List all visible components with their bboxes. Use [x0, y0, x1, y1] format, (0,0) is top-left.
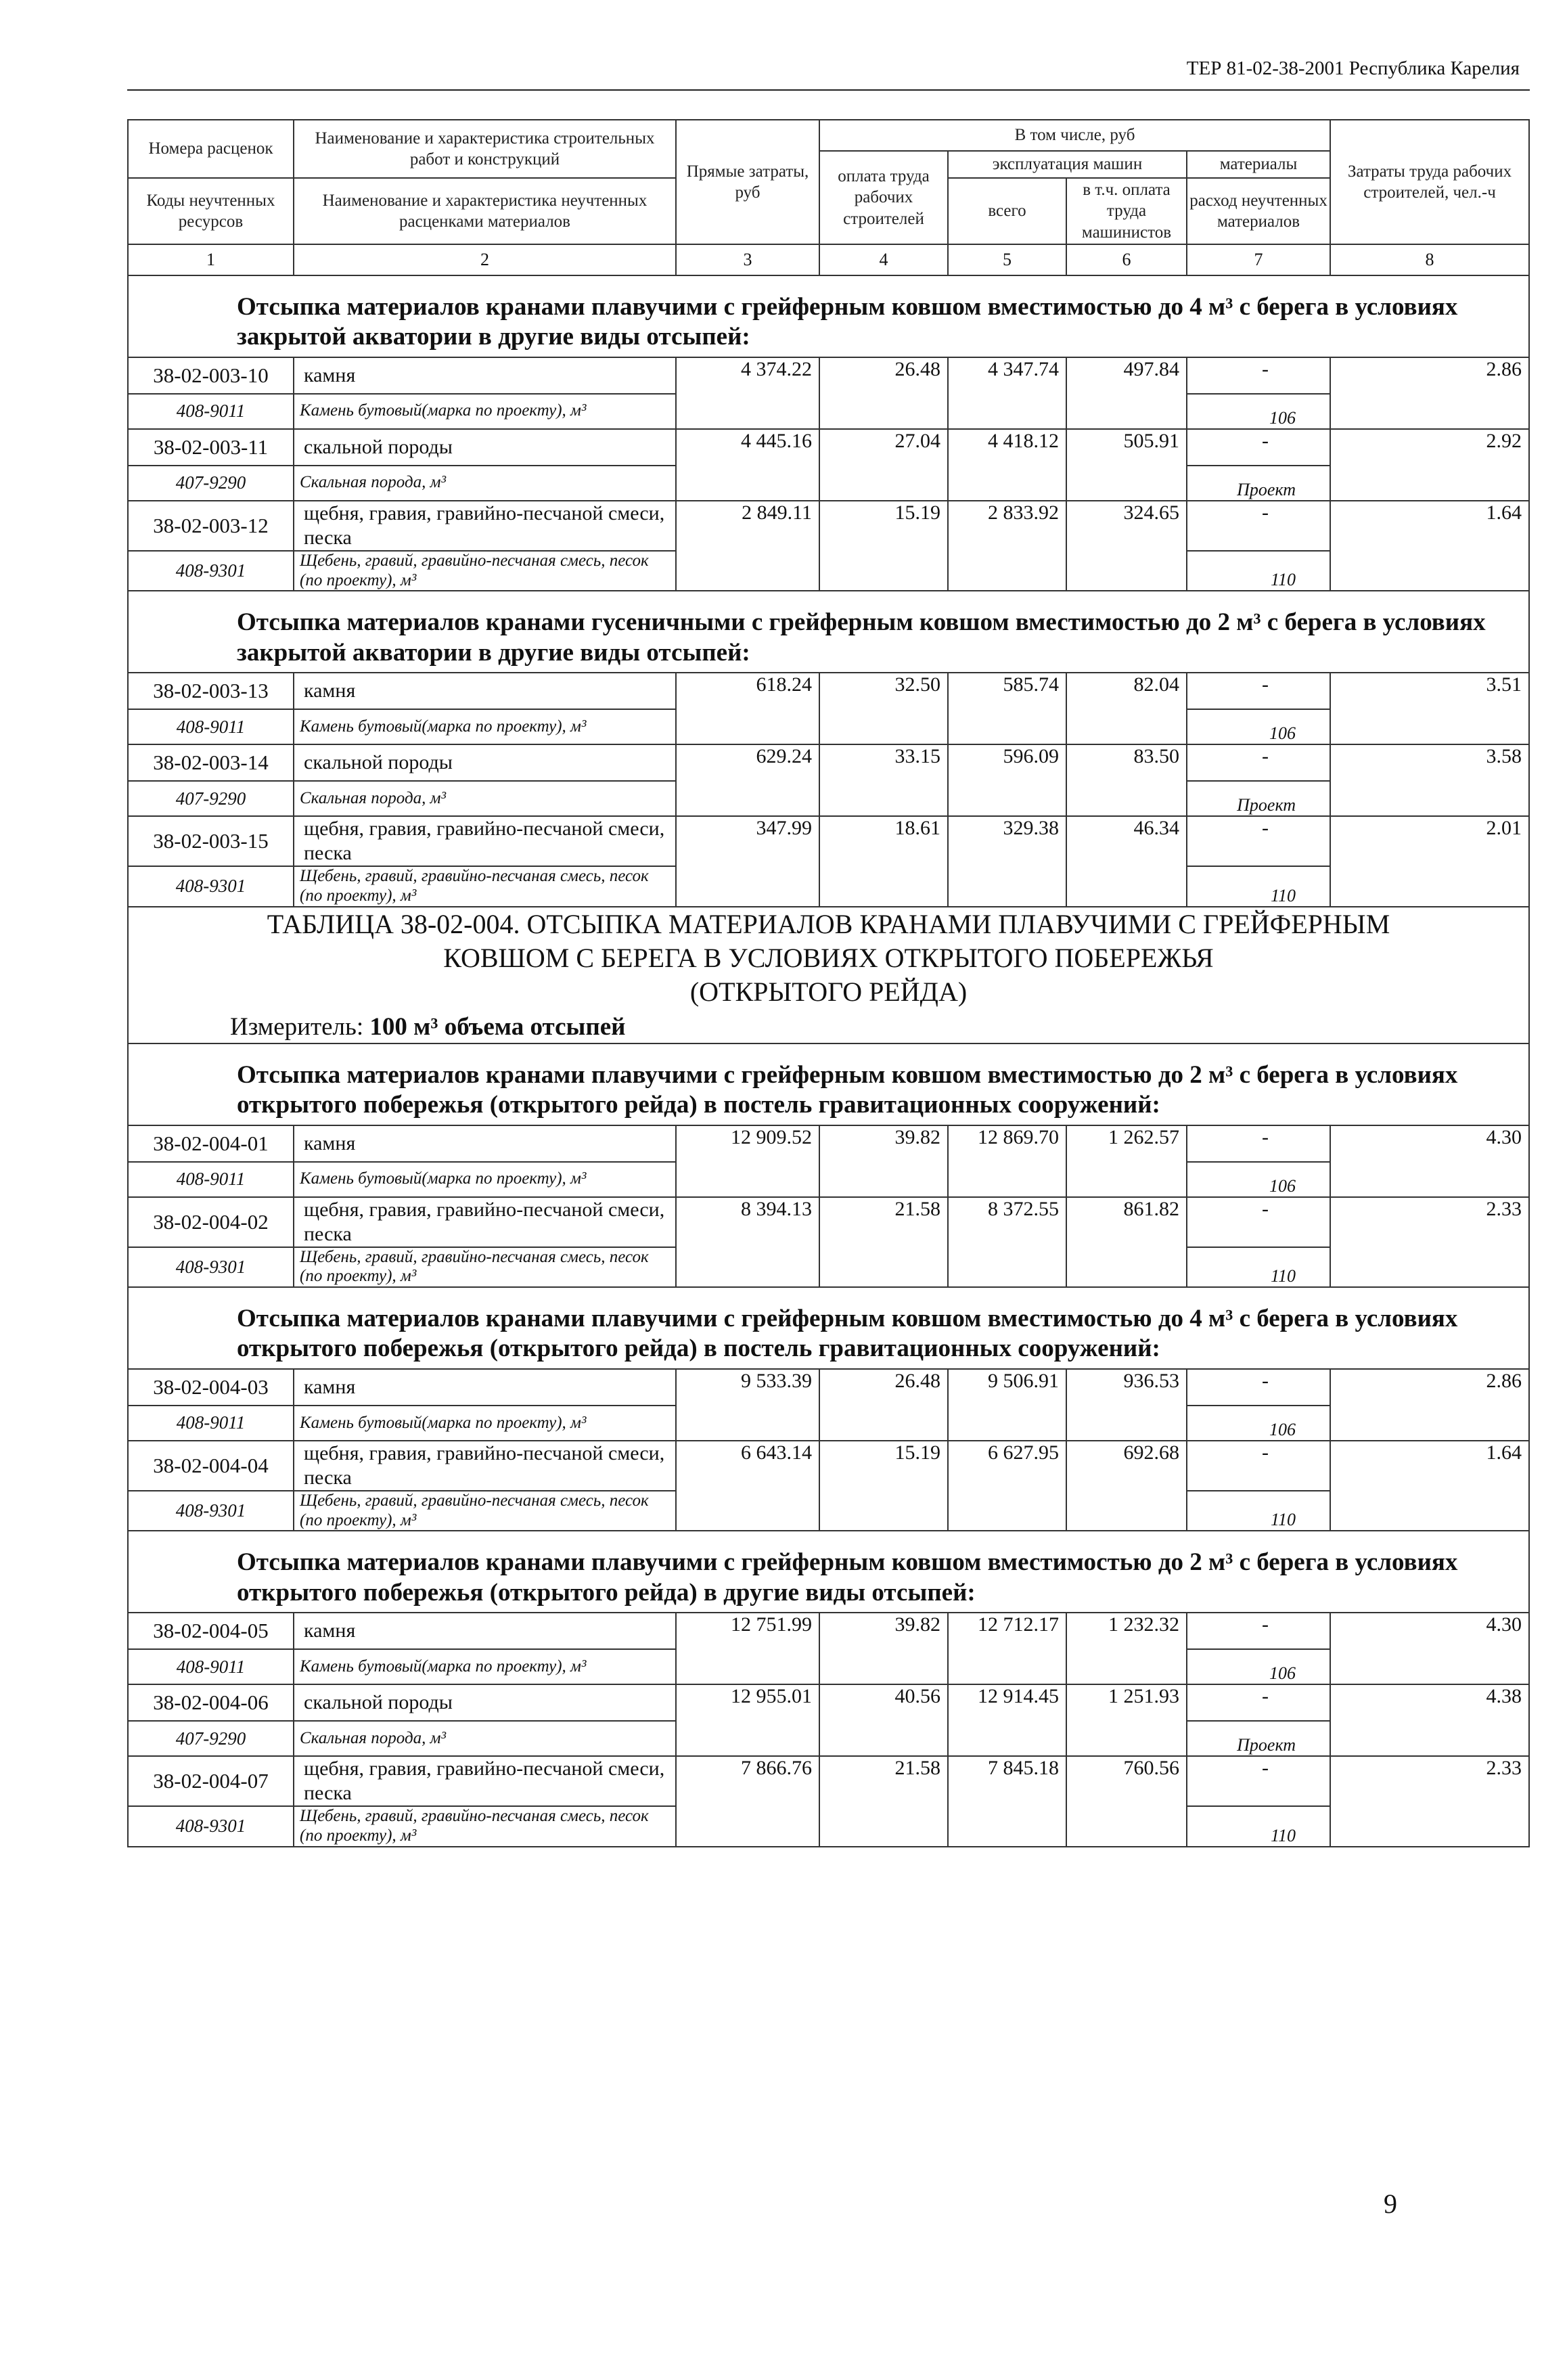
resource-code: 408-9011 [128, 1649, 294, 1684]
value-mach-op: 46.34 [1066, 816, 1187, 907]
section-title: Отсыпка материалов кранами плавучими с грейферным ковшом вместимостью до 4 м³ с берега в условиях закрытой акватории в другие виды отсыпей: [128, 275, 1529, 357]
resource-code: 407-9290 [128, 781, 294, 816]
table-1-body [128, 275, 1529, 907]
material-name: Щебень, гравий, гравийно-песчаная смесь, песок (по проекту), м³ [294, 1806, 676, 1847]
col-rate-number-header: Номера расценок [128, 120, 294, 178]
work-name: щебня, гравия, гравийно-песчаной смеси, песка [294, 501, 676, 551]
column-number: 5 [948, 244, 1066, 275]
material-name: Скальная порода, м³ [294, 466, 676, 501]
value-labor-hours: 2.33 [1330, 1756, 1529, 1847]
value-mach: 6 627.95 [948, 1441, 1066, 1531]
value-mach-op: 505.91 [1066, 429, 1187, 501]
value-direct: 9 533.39 [676, 1369, 819, 1441]
section-title: Отсыпка материалов кранами плавучими с грейферным ковшом вместимостью до 4 м³ с берега в условиях открытого побережья (открытого рейда) в постель гравитационных сооружений: [128, 1287, 1529, 1369]
table-row [128, 501, 1529, 551]
value-mach: 12 914.45 [948, 1684, 1066, 1756]
rate-code: 38-02-004-04 [128, 1441, 294, 1491]
material-dash: - [1187, 1756, 1330, 1806]
value-labor: 18.61 [819, 816, 948, 907]
resource-code: 408-9301 [128, 1247, 294, 1288]
work-name: щебня, гравия, гравийно-песчаной смеси, песка [294, 1441, 676, 1491]
column-number: 3 [676, 244, 819, 275]
column-number: 6 [1066, 244, 1187, 275]
material-consumption: Проект [1187, 466, 1330, 501]
value-labor-hours: 2.86 [1330, 357, 1529, 429]
unit-label: Измеритель: [230, 1012, 364, 1041]
table-title-line: (ОТКРЫТОГО РЕЙДА) [689, 976, 968, 1007]
unit-value: 100 м³ [369, 1012, 438, 1041]
work-name: щебня, гравия, гравийно-песчаной смеси, песка [294, 1756, 676, 1806]
table-row [128, 673, 1529, 709]
unit-tail: объема отсыпей [444, 1012, 626, 1041]
resource-code: 407-9290 [128, 466, 294, 501]
value-mach: 4 347.74 [948, 357, 1066, 429]
col-operators-pay-header: в т.ч. оплата труда машинистов [1066, 178, 1187, 244]
col-resource-code-header: Коды неучтенных ресурсов [128, 178, 294, 244]
work-name: скальной породы [294, 744, 676, 781]
column-number: 8 [1330, 244, 1529, 275]
value-mach: 2 833.92 [948, 501, 1066, 591]
resource-code: 408-9301 [128, 1806, 294, 1847]
value-labor: 15.19 [819, 1441, 948, 1531]
rate-code: 38-02-003-11 [128, 429, 294, 466]
value-direct: 4 374.22 [676, 357, 819, 429]
col-work-name-header: Наименование и характеристика строительных работ и конструкций [294, 120, 676, 178]
value-labor: 21.58 [819, 1756, 948, 1847]
material-name: Щебень, гравий, гравийно-песчаная смесь, песок (по проекту), м³ [294, 866, 676, 907]
value-mach: 12 712.17 [948, 1613, 1066, 1684]
material-consumption: 106 [1187, 1162, 1330, 1197]
value-labor: 26.48 [819, 357, 948, 429]
material-consumption: 110 [1187, 1491, 1330, 1531]
material-consumption: 110 [1187, 1806, 1330, 1847]
resource-code: 408-9011 [128, 709, 294, 744]
value-direct: 7 866.76 [676, 1756, 819, 1847]
table-title-line: КОВШОМ С БЕРЕГА В УСЛОВИЯХ ОТКРЫТОГО ПОБЕРЕЖЬЯ [443, 942, 1214, 973]
work-name: щебня, гравия, гравийно-песчаной смеси, песка [294, 1197, 676, 1247]
value-mach: 8 372.55 [948, 1197, 1066, 1288]
section-title: Отсыпка материалов кранами плавучими с грейферным ковшом вместимостью до 2 м³ с берега в условиях открытого побережья (открытого рейда) в другие виды отсыпей: [128, 1531, 1529, 1613]
work-name: камня [294, 1369, 676, 1406]
column-number: 4 [819, 244, 948, 275]
col-group-header: В том числе, руб [819, 120, 1330, 151]
value-labor: 39.82 [819, 1613, 948, 1684]
section-title: Отсыпка материалов кранами плавучими с грейферным ковшом вместимостью до 2 м³ с берега в условиях открытого побережья (открытого рейда) в постель гравитационных сооружений: [128, 1043, 1529, 1125]
value-mach: 9 506.91 [948, 1369, 1066, 1441]
value-labor-hours: 4.30 [1330, 1125, 1529, 1197]
material-name: Скальная порода, м³ [294, 781, 676, 816]
col-labor-hours-header: Затраты труда рабочих строителей, чел.-ч [1330, 120, 1529, 244]
material-dash: - [1187, 1613, 1330, 1649]
table-title-line: ТАБЛИЦА 38-02-004. ОТСЫПКА МАТЕРИАЛОВ КРАНАМИ ПЛАВУЧИМИ С ГРЕЙФЕРНЫМ [267, 908, 1390, 939]
value-labor: 27.04 [819, 429, 948, 501]
material-name: Щебень, гравий, гравийно-песчаная смесь, песок (по проекту), м³ [294, 1247, 676, 1288]
material-dash: - [1187, 673, 1330, 709]
section-header-row [128, 1043, 1529, 1125]
rate-code: 38-02-004-06 [128, 1684, 294, 1721]
resource-code: 408-9011 [128, 394, 294, 429]
value-direct: 8 394.13 [676, 1197, 819, 1288]
column-number: 1 [128, 244, 294, 275]
value-labor: 15.19 [819, 501, 948, 591]
value-labor-hours: 2.01 [1330, 816, 1529, 907]
material-consumption: 110 [1187, 551, 1330, 591]
material-consumption: 106 [1187, 1406, 1330, 1441]
material-consumption: 106 [1187, 394, 1330, 429]
value-mach-op: 692.68 [1066, 1441, 1187, 1531]
material-name: Камень бутовый(марка по проекту), м³ [294, 394, 676, 429]
work-name: скальной породы [294, 1684, 676, 1721]
material-name: Щебень, гравий, гравийно-песчаная смесь, песок (по проекту), м³ [294, 1491, 676, 1531]
value-mach: 4 418.12 [948, 429, 1066, 501]
table-row [128, 1125, 1529, 1162]
value-mach: 585.74 [948, 673, 1066, 744]
col-machines-header: эксплуатация машин [948, 151, 1187, 178]
resource-code: 408-9011 [128, 1406, 294, 1441]
value-labor-hours: 3.51 [1330, 673, 1529, 744]
section-title: Отсыпка материалов кранами гусеничными с грейферным ковшом вместимостью до 2 м³ с берега в условиях закрытой акватории в другие виды отсыпей: [128, 591, 1529, 673]
section-header-row [128, 275, 1529, 357]
rate-code: 38-02-004-01 [128, 1125, 294, 1162]
value-mach-op: 1 251.93 [1066, 1684, 1187, 1756]
value-labor: 26.48 [819, 1369, 948, 1441]
material-consumption: 106 [1187, 709, 1330, 744]
value-direct: 6 643.14 [676, 1441, 819, 1531]
resource-code: 408-9011 [128, 1162, 294, 1197]
value-direct: 2 849.11 [676, 501, 819, 591]
material-name: Камень бутовый(марка по проекту), м³ [294, 1649, 676, 1684]
table-row [128, 1613, 1529, 1649]
material-name: Камень бутовый(марка по проекту), м³ [294, 1406, 676, 1441]
value-labor: 40.56 [819, 1684, 948, 1756]
value-labor: 32.50 [819, 673, 948, 744]
value-mach-op: 936.53 [1066, 1369, 1187, 1441]
value-mach-op: 497.84 [1066, 357, 1187, 429]
col-direct-cost-header: Прямые затраты, руб [676, 120, 819, 244]
value-mach: 329.38 [948, 816, 1066, 907]
section-header-row [128, 1287, 1529, 1369]
material-consumption: Проект [1187, 1721, 1330, 1756]
value-labor: 21.58 [819, 1197, 948, 1288]
work-name: щебня, гравия, гравийно-песчаной смеси, песка [294, 816, 676, 866]
value-labor-hours: 4.30 [1330, 1613, 1529, 1684]
col-labor-pay-header: оплата труда рабочих строителей [819, 151, 948, 244]
value-direct: 629.24 [676, 744, 819, 816]
work-name: камня [294, 673, 676, 709]
table-row [128, 357, 1529, 394]
work-name: камня [294, 1613, 676, 1649]
material-name: Камень бутовый(марка по проекту), м³ [294, 709, 676, 744]
material-dash: - [1187, 357, 1330, 394]
section-header-row [128, 1531, 1529, 1613]
table-row [128, 816, 1529, 866]
rate-code: 38-02-003-12 [128, 501, 294, 551]
value-labor: 39.82 [819, 1125, 948, 1197]
value-labor-hours: 2.92 [1330, 429, 1529, 501]
material-consumption: 110 [1187, 866, 1330, 907]
value-direct: 12 955.01 [676, 1684, 819, 1756]
value-mach: 12 869.70 [948, 1125, 1066, 1197]
resource-code: 408-9301 [128, 866, 294, 907]
table-row [128, 1756, 1529, 1806]
value-labor: 33.15 [819, 744, 948, 816]
col-material-consumption-header: расход неучтенных материалов [1187, 178, 1330, 244]
value-direct: 347.99 [676, 816, 819, 907]
work-name: скальной породы [294, 429, 676, 466]
value-mach-op: 1 232.32 [1066, 1613, 1187, 1684]
material-consumption: 106 [1187, 1649, 1330, 1684]
table-2-title [128, 907, 1529, 1043]
col-material-name-header: Наименование и характеристика неучтенных расценками материалов [294, 178, 676, 244]
column-number: 2 [294, 244, 676, 275]
rate-code: 38-02-003-14 [128, 744, 294, 781]
table-row [128, 1197, 1529, 1247]
value-mach-op: 324.65 [1066, 501, 1187, 591]
value-direct: 12 909.52 [676, 1125, 819, 1197]
value-direct: 12 751.99 [676, 1613, 819, 1684]
column-numbers-row [128, 244, 1529, 275]
header-rule [127, 89, 1530, 91]
material-name: Щебень, гравий, гравийно-песчаная смесь, песок (по проекту), м³ [294, 551, 676, 591]
value-mach-op: 82.04 [1066, 673, 1187, 744]
rate-code: 38-02-004-02 [128, 1197, 294, 1247]
rate-code: 38-02-003-10 [128, 357, 294, 394]
material-dash: - [1187, 744, 1330, 781]
work-name: камня [294, 1125, 676, 1162]
value-mach: 596.09 [948, 744, 1066, 816]
material-name: Скальная порода, м³ [294, 1721, 676, 1756]
rates-table [127, 119, 1530, 1847]
value-labor-hours: 1.64 [1330, 1441, 1529, 1531]
rate-code: 38-02-003-15 [128, 816, 294, 866]
value-labor-hours: 4.38 [1330, 1684, 1529, 1756]
document-code: ТЕР 81-02-38-2001 Республика Карелия [1186, 58, 1520, 79]
value-labor-hours: 2.33 [1330, 1197, 1529, 1288]
value-mach: 7 845.18 [948, 1756, 1066, 1847]
material-dash: - [1187, 1684, 1330, 1721]
col-machines-total-header: всего [948, 178, 1066, 244]
material-dash: - [1187, 1369, 1330, 1406]
unit-of-measure [129, 1012, 1528, 1043]
value-labor-hours: 3.58 [1330, 744, 1529, 816]
table-row [128, 1441, 1529, 1491]
value-direct: 618.24 [676, 673, 819, 744]
rate-code: 38-02-004-05 [128, 1613, 294, 1649]
resource-code: 407-9290 [128, 1721, 294, 1756]
value-mach-op: 1 262.57 [1066, 1125, 1187, 1197]
resource-code: 408-9301 [128, 551, 294, 591]
material-dash: - [1187, 1441, 1330, 1491]
material-consumption: Проект [1187, 781, 1330, 816]
work-name: камня [294, 357, 676, 394]
rate-code: 38-02-003-13 [128, 673, 294, 709]
value-mach-op: 760.56 [1066, 1756, 1187, 1847]
table-row [128, 1684, 1529, 1721]
value-labor-hours: 2.86 [1330, 1369, 1529, 1441]
page-number: 9 [1384, 2188, 1397, 2219]
column-number: 7 [1187, 244, 1330, 275]
resource-code: 408-9301 [128, 1491, 294, 1531]
material-dash: - [1187, 1197, 1330, 1247]
value-labor-hours: 1.64 [1330, 501, 1529, 591]
value-direct: 4 445.16 [676, 429, 819, 501]
material-dash: - [1187, 429, 1330, 466]
table-2-heading [128, 907, 1529, 1043]
value-mach-op: 861.82 [1066, 1197, 1187, 1288]
col-materials-header: материалы [1187, 151, 1330, 178]
rate-code: 38-02-004-03 [128, 1369, 294, 1406]
material-dash: - [1187, 501, 1330, 551]
table-2-body [128, 1043, 1529, 1847]
material-dash: - [1187, 1125, 1330, 1162]
table-row [128, 1369, 1529, 1406]
table-row [128, 744, 1529, 781]
value-mach-op: 83.50 [1066, 744, 1187, 816]
material-name: Камень бутовый(марка по проекту), м³ [294, 1162, 676, 1197]
table-row [128, 429, 1529, 466]
rate-code: 38-02-004-07 [128, 1756, 294, 1806]
material-consumption: 110 [1187, 1247, 1330, 1288]
section-header-row [128, 591, 1529, 673]
material-dash: - [1187, 816, 1330, 866]
